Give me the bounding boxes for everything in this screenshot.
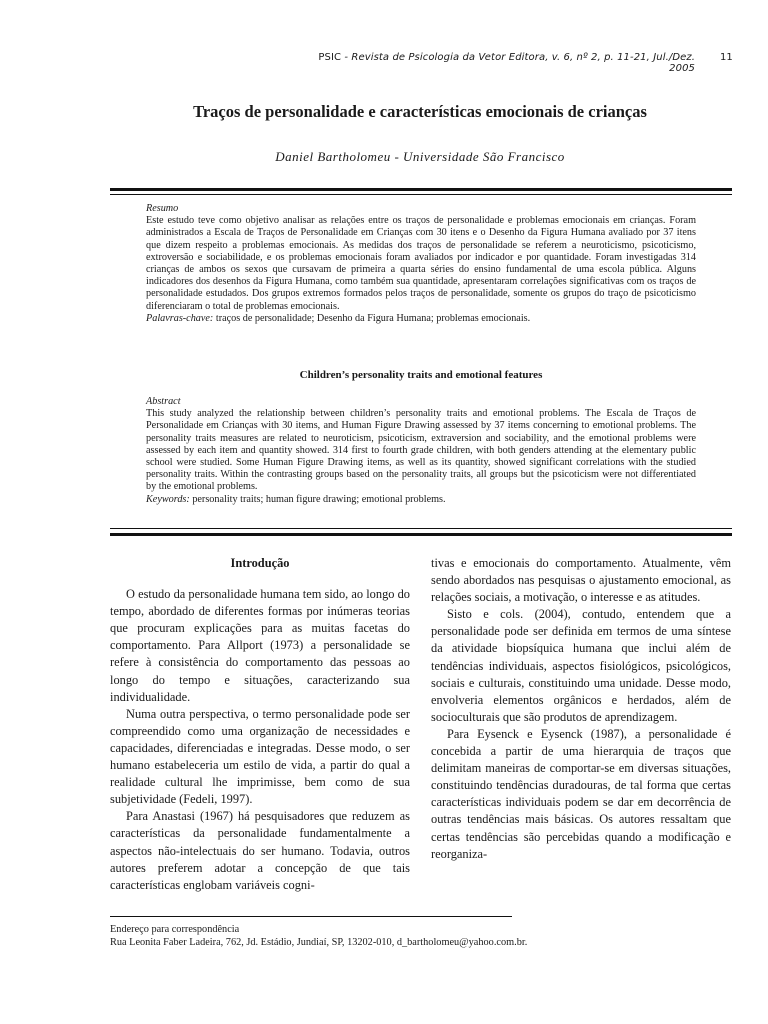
body-paragraph: Para Anastasi (1967) há pesquisadores que reduzem as características da personalidade fundamentalmente a aspectos não-intelectuais do ser humano. Todavia, outros autores preferem adotar a concepção de que tais características englobam variáveis cogni-: [110, 809, 410, 892]
body-paragraph: Numa outra perspectiva, o termo personalidade pode ser compreendido como uma organização de necessidades e capacidades, diferenciadas e integradas. Desse modo, o ser humano estabeleceria um estilo de vida, a partir do qual a realidade cultural lhe imprimisse, bem como de sua subjetividade (Fedeli, 1997).: [110, 706, 410, 807]
abstract-keywords: [146, 494, 696, 506]
body-paragraph: Para Eysenck e Eysenck (1987), a personalidade é concebida a partir de uma hierarquia de traços que delimitam maneiras de comportar-se em diversas situações, constituindo tendências duradouras, de tal forma que certas características individuais podem se dar em decorrência de outras tendências mais básicas. Os autores ressaltam que certas tendências são percebidas quando a modificação e reorganiza-: [431, 726, 731, 861]
footnote-rule: [110, 916, 512, 917]
page-number: 11: [720, 52, 733, 63]
resumo-block: [146, 203, 696, 325]
abstract-text: This study analyzed the relationship between children’s personality traits and emotional problems. The Escala de Traços de Personalidade em Crianças with 30 items, and Human Figure Drawing assessed by 37 items concerning to emotional problems. The personality traits measures are related to neuroticism, psicoticism, extraversion and sociability, and the emotional problems were assessed by each item and quantity showed. 314 first to fourth grade children, with both genders attending at the elementary public school were studied. Some Human Figure Drawing items, as well as its quantity, showed significant correlations with the studied personality traits. Within the contrasting groups based on the personality traits, all groups but the psicoticism were not differentiated by the emotional problems.: [146, 408, 696, 493]
abstract-label: Abstract: [146, 396, 181, 407]
section-heading-introducao: Introdução: [230, 556, 290, 570]
body-paragraph-continuation: tivas e emocionais do comportamento. Atualmente, vêm sendo abordados nas pesquisas o ajustamento emocional, as relações sociais, a motivação, o interesse e as atitudes.: [431, 556, 731, 605]
english-title: Children’s personality traits and emotional features: [299, 369, 543, 381]
resumo-keywords-label: Palavras-chave:: [146, 312, 214, 324]
footnote: [110, 923, 670, 949]
abstract-block: [146, 396, 696, 506]
resumo-keywords-text: traços de personalidade; Desenho da Figura Humana; problemas emocionais.: [213, 312, 531, 324]
bottom-thin-rule: [110, 528, 732, 529]
resumo-keywords: [146, 313, 696, 325]
top-thin-rule: [110, 194, 732, 195]
body-column-right: [431, 555, 731, 863]
running-head: [290, 52, 695, 74]
body-column-left: [110, 555, 410, 894]
body-paragraph: Sisto e cols. (2004), contudo, entendem que a personalidade pode ser definida em termos de uma síntese da atividade biopsíquica humana que inclui além de tendências individuais, aspectos fisiológicos, psicológicos, sociais e culturais, constituindo uma unidade. Desse modo, envolveria elementos orgânicos e herdados, além de socioculturais que são produtos de aprendizagem.: [431, 607, 731, 724]
resumo-text: Este estudo teve como objetivo analisar as relações entre os traços de personalidade e problemas emocionais em crianças. Foram administrados a Escala de Traços de Personalidade em Crianças com 30 itens e o Desenho da Figura Humana avaliado por 37 itens que dizem respeito a problemas emocionais. As medidas dos traços de personalidade se referem a neuroticismo, psicoticismo, extroversão e sociabilidade, e os problemas emocionais foram avaliados por indicador e por quantidade. Foram investigadas 314 crianças de ambos os sexos que cursavam de primeira a quarta séries do ensino fundamental de uma escola pública. Alguns indicadores dos desenhos da Figura Humana, como também sua quantidade, apresentaram correlações significativas com os traços de personalidade estudados. Dos grupos extremos formados pelos traços de personalidade, somente os grupos do traço de psicoticismo diferenciaram o total de problemas emocionais.: [146, 215, 696, 312]
abstract-keywords-text: personality traits; human figure drawing; emotional problems.: [189, 493, 446, 505]
abstract-keywords-label: Keywords:: [146, 493, 190, 505]
bottom-thick-rule: [110, 533, 732, 536]
author-affiliation: Daniel Bartholomeu - Universidade São Francisco: [275, 149, 565, 164]
top-thick-rule: [110, 188, 732, 191]
article-title: Traços de personalidade e características emocionais de crianças: [193, 102, 647, 121]
footnote-address: Rua Leonita Faber Ladeira, 762, Jd. Estádio, Jundiaí, SP, 13202-010, d_bartholomeu@yahoo.com.br.: [110, 937, 528, 948]
running-head-citation: - Revista de Psicologia da Vetor Editora, v. 6, nº 2, p. 11-21, Jul./Dez. 2005: [341, 52, 695, 74]
running-head-journal: PSIC: [318, 52, 342, 63]
footnote-label: Endereço para correspondência: [110, 924, 240, 935]
body-paragraph: O estudo da personalidade humana tem sido, ao longo do tempo, abordado de diferentes formas por inúmeras teorias que procuram explicações para as muitas facetas do comportamento. Para Allport (1973) a personalidade se refere à consistência do comportamento das pessoas ao longo do tempo e situações, caracterizando sua individualidade.: [110, 587, 410, 704]
resumo-label: Resumo: [146, 203, 179, 214]
